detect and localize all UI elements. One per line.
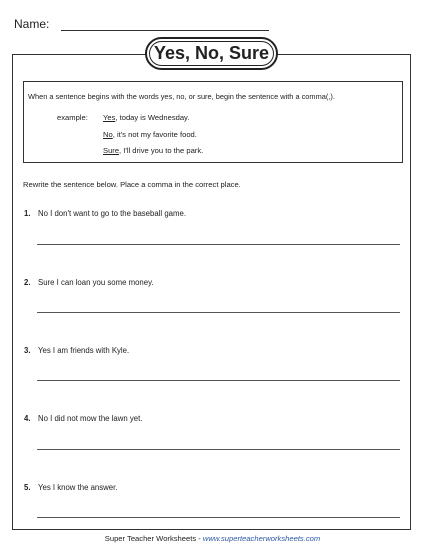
footer-brand: Super Teacher Worksheets - bbox=[104, 534, 203, 543]
name-write-line bbox=[61, 30, 269, 31]
example-line bbox=[103, 146, 203, 155]
footer bbox=[0, 534, 425, 543]
answer-line[interactable] bbox=[37, 380, 400, 381]
example-rest: , I'll drive you to the park. bbox=[119, 146, 204, 155]
question-number: 1. bbox=[24, 209, 31, 218]
question-number: 5. bbox=[24, 483, 31, 492]
footer-url[interactable]: www.superteacherworksheets.com bbox=[202, 534, 321, 543]
answer-line[interactable] bbox=[37, 244, 400, 245]
example-rest: , today is Wednesday. bbox=[115, 113, 190, 122]
question-text: Sure I can loan you some money. bbox=[38, 278, 154, 287]
question-number: 4. bbox=[24, 414, 31, 423]
question-text: No I don't want to go to the baseball game. bbox=[38, 209, 186, 218]
example-keyword: No bbox=[103, 130, 113, 139]
example-keyword: Yes bbox=[103, 113, 116, 122]
example-rest: , it's not my favorite food. bbox=[112, 130, 197, 139]
worksheet-title bbox=[145, 37, 278, 70]
example-keyword: Sure bbox=[103, 146, 120, 155]
question-text: Yes I know the answer. bbox=[38, 483, 118, 492]
name-label: Name: bbox=[14, 17, 50, 31]
question-text: Yes I am friends with Kyle. bbox=[38, 346, 130, 355]
worksheet-title-text: Yes, No, Sure bbox=[153, 43, 270, 63]
example-line bbox=[103, 130, 197, 139]
question-text: No I did not mow the lawn yet. bbox=[38, 414, 143, 423]
answer-line[interactable] bbox=[37, 312, 400, 313]
example-label: example: bbox=[57, 113, 88, 122]
example-line bbox=[103, 113, 189, 122]
question-number: 3. bbox=[24, 346, 31, 355]
answer-line[interactable] bbox=[37, 517, 400, 518]
instruction-text: Rewrite the sentence below. Place a comma in the correct place. bbox=[23, 180, 241, 189]
question-number: 2. bbox=[24, 278, 31, 287]
answer-line[interactable] bbox=[37, 449, 400, 450]
rule-text: When a sentence begins with the words yes, no, or sure, begin the sentence with a comma(,). bbox=[28, 92, 335, 101]
